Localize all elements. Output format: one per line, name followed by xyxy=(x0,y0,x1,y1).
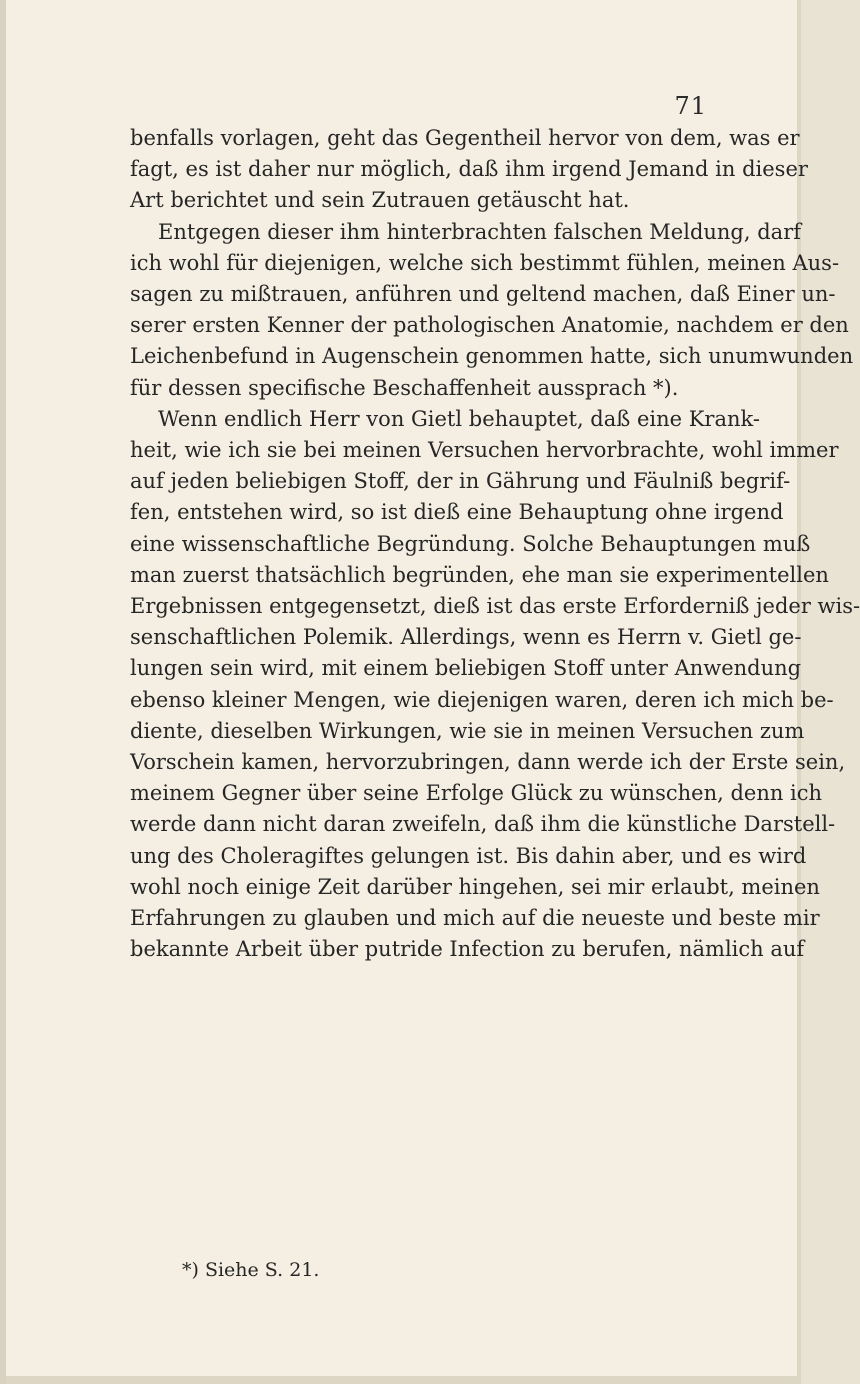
text-line: lungen sein wird, mit einem beliebigen Stoff unter Anwendung xyxy=(130,656,802,681)
text-line: serer ersten Kenner der pathologischen Anatomie, nachdem er den xyxy=(130,313,849,338)
text-line: wohl noch einige Zeit darüber hingehen, sei mir erlaubt, meinen xyxy=(130,874,820,899)
text-line: Ergebnissen entgegensetzt, dieß ist das erste Erforderniß jeder wis- xyxy=(130,594,860,619)
text-line: ebenso kleiner Mengen, wie diejenigen waren, deren ich mich be- xyxy=(130,687,834,712)
text-line: Leichenbefund in Augenschein genommen hatte, sich unumwunden xyxy=(130,344,854,369)
text-line: Entgegen dieser ihm hinterbrachten falschen Meldung, darf xyxy=(158,219,802,244)
text-line: heit, wie ich sie bei meinen Versuchen hervorbrachte, wohl immer xyxy=(130,438,839,463)
text-line: werde dann nicht daran zweifeln, daß ihm die künstliche Darstell- xyxy=(130,812,836,837)
text-line: ung des Choleragiftes gelungen ist. Bis dahin aber, und es wird xyxy=(130,843,807,868)
page-number: 71 xyxy=(674,92,707,120)
text-line: Wenn endlich Herr von Gietl behauptet, daß eine Krank- xyxy=(158,406,760,431)
footnote: *) Siehe S. 21. xyxy=(182,1259,320,1281)
text-line: diente, dieselben Wirkungen, wie sie in meinen Versuchen zum xyxy=(130,718,805,743)
text-line: Art berichtet und sein Zutrauen getäuscht hat. xyxy=(130,188,630,213)
text-line: man zuerst thatsächlich begründen, ehe man sie experimentellen xyxy=(130,562,829,587)
text-line: fagt, es ist daher nur möglich, daß ihm irgend Jemand in dieser xyxy=(130,157,808,182)
text-line: Vorschein kamen, hervorzubringen, dann werde ich der Erste sein, xyxy=(130,750,846,775)
text-line: auf jeden beliebigen Stoff, der in Gährung und Fäulniß begrif- xyxy=(130,469,791,494)
text-line: fen, entstehen wird, so ist dieß eine Behauptung ohne irgend xyxy=(130,500,784,525)
page-bottom-edge xyxy=(6,1376,797,1384)
text-line: benfalls vorlagen, geht das Gegentheil hervor von dem, was er xyxy=(130,126,800,150)
text-line: meinem Gegner über seine Erfolge Glück zu wünschen, denn ich xyxy=(130,781,823,806)
text-line: senschaftlichen Polemik. Allerdings, wenn es Herrn v. Gietl ge- xyxy=(130,625,802,650)
text-line: ich wohl für diejenigen, welche sich bestimmt fühlen, meinen Aus- xyxy=(130,250,840,275)
text-line: bekannte Arbeit über putride Infection zu berufen, nämlich auf xyxy=(130,937,805,962)
text-line: eine wissenschaftliche Begründung. Solche Behauptungen muß xyxy=(130,531,811,556)
text-line: sagen zu mißtrauen, anführen und geltend machen, daß Einer un- xyxy=(130,282,836,307)
body-text xyxy=(130,123,860,965)
text-line: Erfahrungen zu glauben und mich auf die neueste und beste mir xyxy=(130,906,820,931)
text-line: für dessen specifische Beschaffenheit aussprach *). xyxy=(130,375,679,400)
